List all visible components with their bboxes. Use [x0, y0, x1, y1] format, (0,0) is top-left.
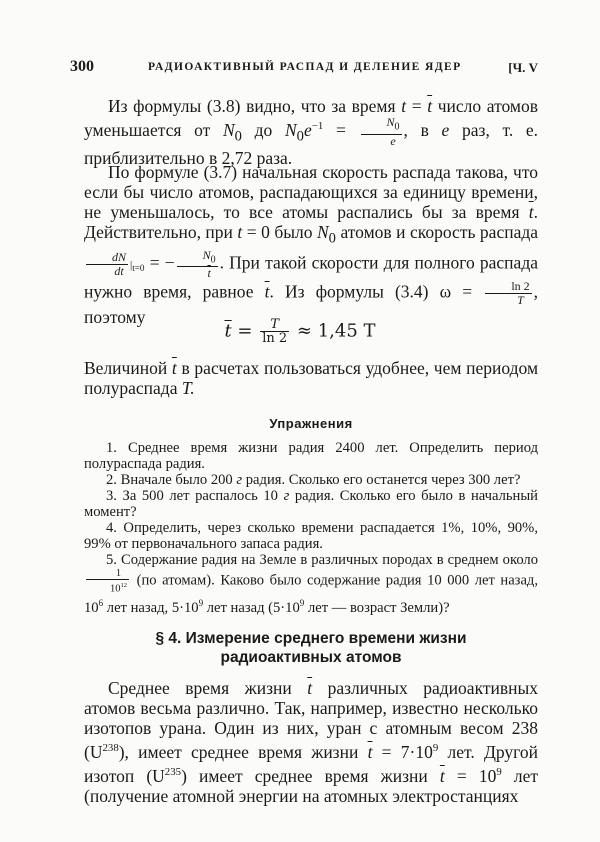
page-header [70, 58, 538, 80]
exercise-4: 4. Определить, через сколько времени распадается 1%, 10%, 90%, 99% от первоначального запаса радия. [84, 520, 538, 552]
exercise-3: 3. За 500 лет распалось 10 г радия. Сколько его было в начальный момент? [84, 488, 538, 520]
exercise-1: 1. Среднее время жизни радия 2400 лет. Определить период полураспада радия. [84, 440, 538, 472]
paragraph-2: По формуле (3.7) начальная скорость распада такова, что если бы число атомов, распадающихся за единицу времени, не уменьшалось, то все атомы распались бы за время $\overline{t}$. Действительно, при t = 0 было $N_0$ атомов и скорость распада $\frac{dN}{dt}$ $|_{t=0}$ = − $\frac{N_0}{t}$ . При такой скорости для полного распада нужно время, равное $\overline{t}$. Из формулы (3.4) ω = $\frac{\ln 2}{T}$ , поэтому [84, 162, 539, 327]
chapter-label: [Ч. V [508, 60, 538, 75]
page-number: 300 [70, 58, 94, 75]
paragraph-3: Величиной $\overline{t}$ в расчетах пользоваться удобнее, чем периодом полураспада T. [84, 358, 539, 398]
exercise-5: 5. Содержание радия на Земле в различных породах в среднем около $\frac{1}{10^{12}}$ (по атомам). Каково было содержание радия 10 000 лет назад, $10^6$ лет назад, $5\cdot 10^9$ лет назад ($5\cdot 10^9$ лет — возраст Земли)? [84, 552, 539, 616]
exercise-2: 2. Вначале было 200 г радия. Сколько его останется через 300 лет? [106, 472, 521, 488]
exercises-title: Упражнения [269, 416, 353, 431]
formula-mean-lifetime: $\overline{t}$ = $\frac{T}{\ln 2}$ ≈ 1,45 T [224, 317, 376, 346]
paragraph-4: Среднее время жизни $\overline{t}$ различных радиоактивных атомов весьма различно. Так, например, известно несколько изотопов урана. Один из них, уран с атомным весом 238 $(U^{238})$, имеет среднее время жизни $\overline{t} = 7\cdot 10^9$ лет. Другой изотоп $(U^{235})$ имеет среднее время жизни $\overline{t} = 10^9$ лет (получение атомной энергии на атомных электростанциях [84, 678, 539, 806]
section-heading: § 4. Измерение среднего времени жизни радиоактивных атомов [155, 630, 467, 666]
running-title: РАДИОАКТИВНЫЙ РАСПАД И ДЕЛЕНИЕ ЯДЕР [148, 61, 462, 73]
exercises-list [84, 440, 538, 615]
paragraph-1: Из формулы (3.8) видно, что за время $t = \overline{t}$ число атомов уменьшается от $N_0$ до $N_0e^{-1}$ = $\frac{N_0}{e}$ , в e раз, т. е. приблизительно в 2,72 раза. [84, 96, 539, 168]
